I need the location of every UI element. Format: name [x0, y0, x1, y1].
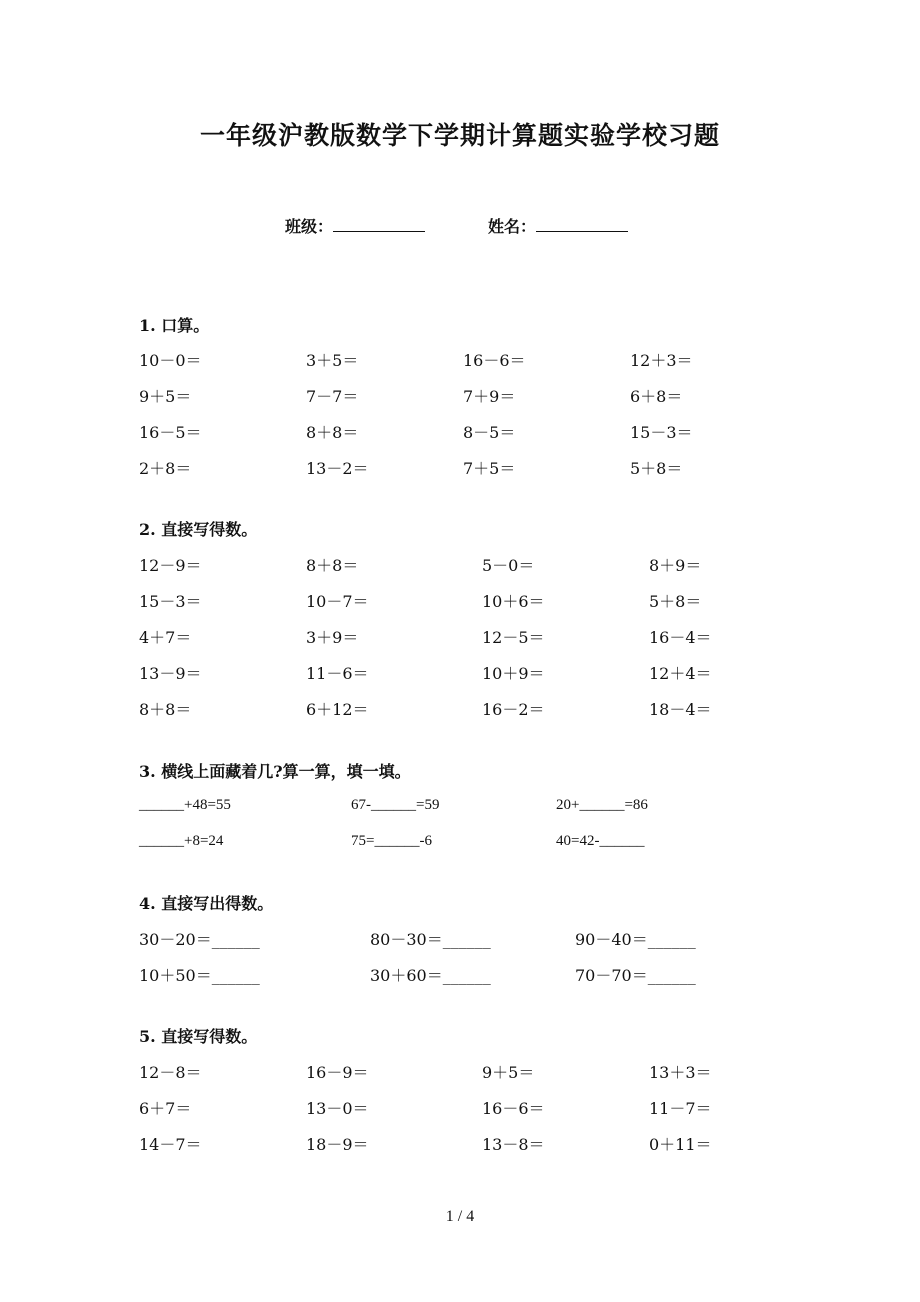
problem: 9＋5＝	[482, 1063, 535, 1082]
section-2-row	[0, 661, 920, 683]
problem: 5＋8＝	[649, 592, 702, 611]
problem: 12－8＝	[139, 1063, 202, 1082]
problem: 11－6＝	[306, 664, 369, 683]
problem: 5－0＝	[482, 556, 535, 575]
section-2-row	[0, 553, 920, 575]
problem: 18－9＝	[306, 1135, 369, 1154]
problem: 14－7＝	[139, 1135, 202, 1154]
name-label: 姓名：	[488, 217, 537, 236]
section-5-row	[0, 1060, 920, 1082]
name-field	[488, 214, 628, 237]
section-1-row	[0, 420, 920, 442]
problem: 4＋7＝	[139, 628, 192, 647]
problem: 12－9＝	[139, 556, 202, 575]
problem: 6＋7＝	[139, 1099, 192, 1118]
problem: 6＋12＝	[306, 700, 369, 719]
problem: 16－6＝	[463, 351, 526, 370]
fill-blank-problem[interactable]: 30＋60＝______	[370, 966, 491, 985]
fill-blank-problem[interactable]: 80－30＝______	[370, 930, 491, 949]
problem: 6＋8＝	[630, 387, 683, 406]
problem: 16－4＝	[649, 628, 712, 647]
class-field	[285, 214, 425, 237]
problem: 13－9＝	[139, 664, 202, 683]
class-blank[interactable]	[333, 217, 425, 232]
problem: 13－8＝	[482, 1135, 545, 1154]
section-2-row	[0, 697, 920, 719]
section-2-row	[0, 589, 920, 611]
class-label: 班级：	[285, 217, 334, 236]
fill-blank-problem[interactable]: 90－40＝______	[575, 930, 696, 949]
section-2-row	[0, 625, 920, 647]
fill-blank-problem[interactable]: ______+48=55	[139, 797, 231, 813]
problem: 7＋9＝	[463, 387, 516, 406]
name-blank[interactable]	[536, 217, 628, 232]
problem: 13－0＝	[306, 1099, 369, 1118]
problem: 11－7＝	[649, 1099, 712, 1118]
problem: 12＋4＝	[649, 664, 712, 683]
problem: 18－4＝	[649, 700, 712, 719]
problem: 0＋11＝	[649, 1135, 712, 1154]
section-5-row	[0, 1096, 920, 1118]
problem: 5＋8＝	[630, 459, 683, 478]
section-3-heading: 3. 横线上面藏着几?算一算，填一填。	[139, 762, 411, 781]
problem: 15－3＝	[630, 423, 693, 442]
problem: 8＋9＝	[649, 556, 702, 575]
fill-blank-problem[interactable]: 75=______-6	[351, 833, 432, 849]
section-4-row	[0, 927, 920, 949]
fill-blank-problem[interactable]: 20+______=86	[556, 797, 648, 813]
problem: 15－3＝	[139, 592, 202, 611]
problem: 3＋9＝	[306, 628, 359, 647]
fill-blank-problem[interactable]: 10＋50＝______	[139, 966, 260, 985]
section-1-row	[0, 456, 920, 478]
problem: 13＋3＝	[649, 1063, 712, 1082]
problem: 10＋6＝	[482, 592, 545, 611]
page-number: 1 / 4	[445, 1208, 475, 1225]
section-4-row	[0, 963, 920, 985]
section-3-row	[0, 797, 920, 819]
fill-blank-problem[interactable]: 40=42-______	[556, 833, 645, 849]
problem: 16－6＝	[482, 1099, 545, 1118]
problem: 12－5＝	[482, 628, 545, 647]
problem: 3＋5＝	[306, 351, 359, 370]
problem: 10＋9＝	[482, 664, 545, 683]
section-1-heading: 1. 口算。	[139, 316, 210, 335]
problem: 7－7＝	[306, 387, 359, 406]
section-5-row	[0, 1132, 920, 1154]
section-1-row	[0, 348, 920, 370]
page-title: 一年级沪教版数学下学期计算题实验学校习题	[199, 121, 720, 150]
fill-blank-problem[interactable]: ______+8=24	[139, 833, 224, 849]
problem: 16－2＝	[482, 700, 545, 719]
problem: 13－2＝	[306, 459, 369, 478]
problem: 8＋8＝	[139, 700, 192, 719]
problem: 16－5＝	[139, 423, 202, 442]
problem: 8－5＝	[463, 423, 516, 442]
problem: 12＋3＝	[630, 351, 693, 370]
problem: 8＋8＝	[306, 423, 359, 442]
section-2-heading: 2. 直接写得数。	[139, 520, 258, 539]
problem: 7＋5＝	[463, 459, 516, 478]
fill-blank-problem[interactable]: 70－70＝______	[575, 966, 696, 985]
section-5-heading: 5. 直接写得数。	[139, 1027, 258, 1046]
problem: 10－0＝	[139, 351, 202, 370]
problem: 10－7＝	[306, 592, 369, 611]
problem: 16－9＝	[306, 1063, 369, 1082]
fill-blank-problem[interactable]: 67-______=59	[351, 797, 440, 813]
problem: 8＋8＝	[306, 556, 359, 575]
section-3-row	[0, 833, 920, 855]
problem: 9＋5＝	[139, 387, 192, 406]
section-4-heading: 4. 直接写出得数。	[139, 894, 274, 913]
fill-blank-problem[interactable]: 30－20＝______	[139, 930, 260, 949]
section-1-row	[0, 384, 920, 406]
problem: 2＋8＝	[139, 459, 192, 478]
